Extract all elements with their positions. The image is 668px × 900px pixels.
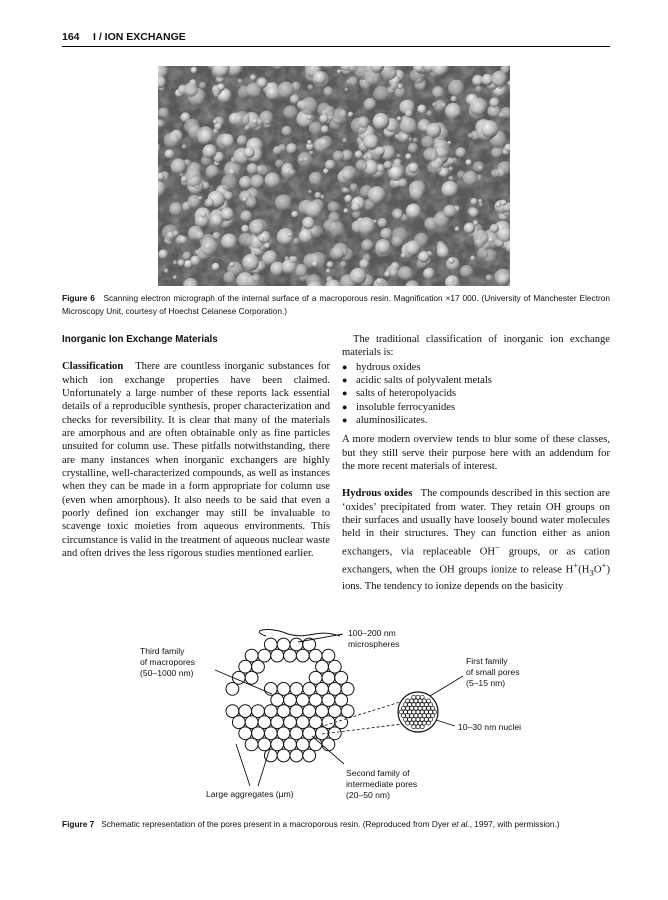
overview-paragraph: A more modern overview tends to blur some of these classes, but they still serve their purpose here with an addendum for the more recent materials of interest. — [342, 434, 610, 473]
hydrous-oxides-paragraph — [342, 487, 610, 593]
figure6-caption — [62, 292, 610, 317]
hydrous-text: (H — [578, 564, 590, 576]
hydrous-text: The compounds described in this section are ‘oxides’ precipitated from water. They retain OH groups on their surfaces and usually have loosely bound water molecules held in their structures. They can function either as anion exchangers, via replaceable OH — [342, 488, 610, 558]
list-item: ● aluminosilicates. — [342, 414, 610, 427]
list-item: ● hydrous oxides — [342, 361, 610, 374]
micrograph-image — [158, 66, 510, 286]
classification-list — [342, 361, 610, 428]
classification-paragraph — [62, 360, 330, 560]
classification-intro: The traditional classification of inorganic ion exchange materials is: — [342, 334, 610, 359]
subscript: 3 — [589, 567, 594, 578]
superscript: − — [495, 541, 500, 552]
list-item: ● insoluble ferrocyanides — [342, 401, 610, 414]
figure6-label: Figure 6 — [62, 293, 95, 303]
classification-runin: Classification — [62, 361, 124, 373]
label-third-family: Third family — [140, 646, 185, 656]
figure7-caption-text: , 1997, with permission.) — [469, 819, 560, 829]
page-header — [62, 31, 610, 47]
label-second-family: Second family of — [346, 768, 410, 778]
section-title: I / ION EXCHANGE — [93, 31, 186, 43]
classification-text: There are countless inorganic substances for which ion exchange properties have been claimed. Unfortunately a large number of these reports lack essential details of a reproducible synthesis, proper characterization and checks for reversibility. It is clear that many of the materials are amorphous and are often obtainable only as fine particles unsuited for column use. These pitfalls notwithstanding, there are many instances when inorganic exchangers are highly crystalline, well-characterized compounds, as well as instances when they can be made in a form appropriate for column use (even when amorphous). It also needs to be said that even a poorly defined ion exchanger may still be invaluable to scavenge toxic moieties from aqueous environments. This circumstance is valid in the treatment of aqueous nuclear waste and often drives the less rigorous studies mentioned earlier. — [62, 361, 330, 560]
figure7-label: Figure 7 — [62, 819, 95, 829]
figure7-caption-text: Schematic representation of the pores present in a macroporous resin. (Reproduced from Dyer — [101, 819, 452, 829]
figure6-caption-text: Scanning electron micrograph of the internal surface of a macroporous resin. Magnification ×17 000. (University of Manchester Electron Microscopy Unit, courtesy of Hoechst Celanese Corporation.) — [62, 293, 610, 316]
label-small-pores: of small pores — [466, 667, 520, 677]
page-number: 164 — [62, 31, 80, 43]
label-large-aggregates: Large aggregates (μm) — [206, 789, 294, 799]
superscript: + — [601, 559, 607, 570]
label-nuclei: 10–30 nm nuclei — [458, 722, 522, 732]
left-column — [62, 333, 330, 561]
section-heading: Inorganic Ion Exchange Materials — [62, 334, 218, 345]
label-macropores: of macropores — [140, 657, 195, 667]
label-intermediate-size: (20–50 nm) — [346, 790, 390, 800]
header-rule — [62, 46, 610, 47]
hydrous-oxides-runin: Hydrous oxides — [342, 488, 413, 500]
list-item: ● acidic salts of polyvalent metals — [342, 374, 610, 387]
pore-diagram-svg — [140, 628, 560, 808]
hydrous-text: O — [593, 564, 602, 576]
sem-micrograph — [158, 66, 510, 286]
pore-schematic — [140, 628, 560, 808]
figure7-caption — [62, 818, 610, 831]
hydrous-text: groups, or as cation exchangers, when the OH groups ionize to release H — [342, 546, 610, 576]
label-microspheres-size: 100–200 nm — [348, 628, 396, 638]
label-small-pore-size: (5–15 nm) — [466, 678, 506, 688]
label-macropore-size: (50–1000 nm) — [140, 668, 194, 678]
label-first-family: First family — [466, 656, 508, 666]
label-intermediate-pores: intermediate pores — [346, 779, 418, 789]
hydrous-text: ) ions. The tendency to ionize depends on the basicity — [342, 564, 610, 592]
label-microspheres: microspheres — [348, 639, 400, 649]
right-column — [342, 333, 610, 593]
figure7-caption-etal: et al. — [451, 819, 470, 829]
list-item: ● salts of heteropolyacids — [342, 387, 610, 400]
superscript: + — [573, 559, 579, 570]
